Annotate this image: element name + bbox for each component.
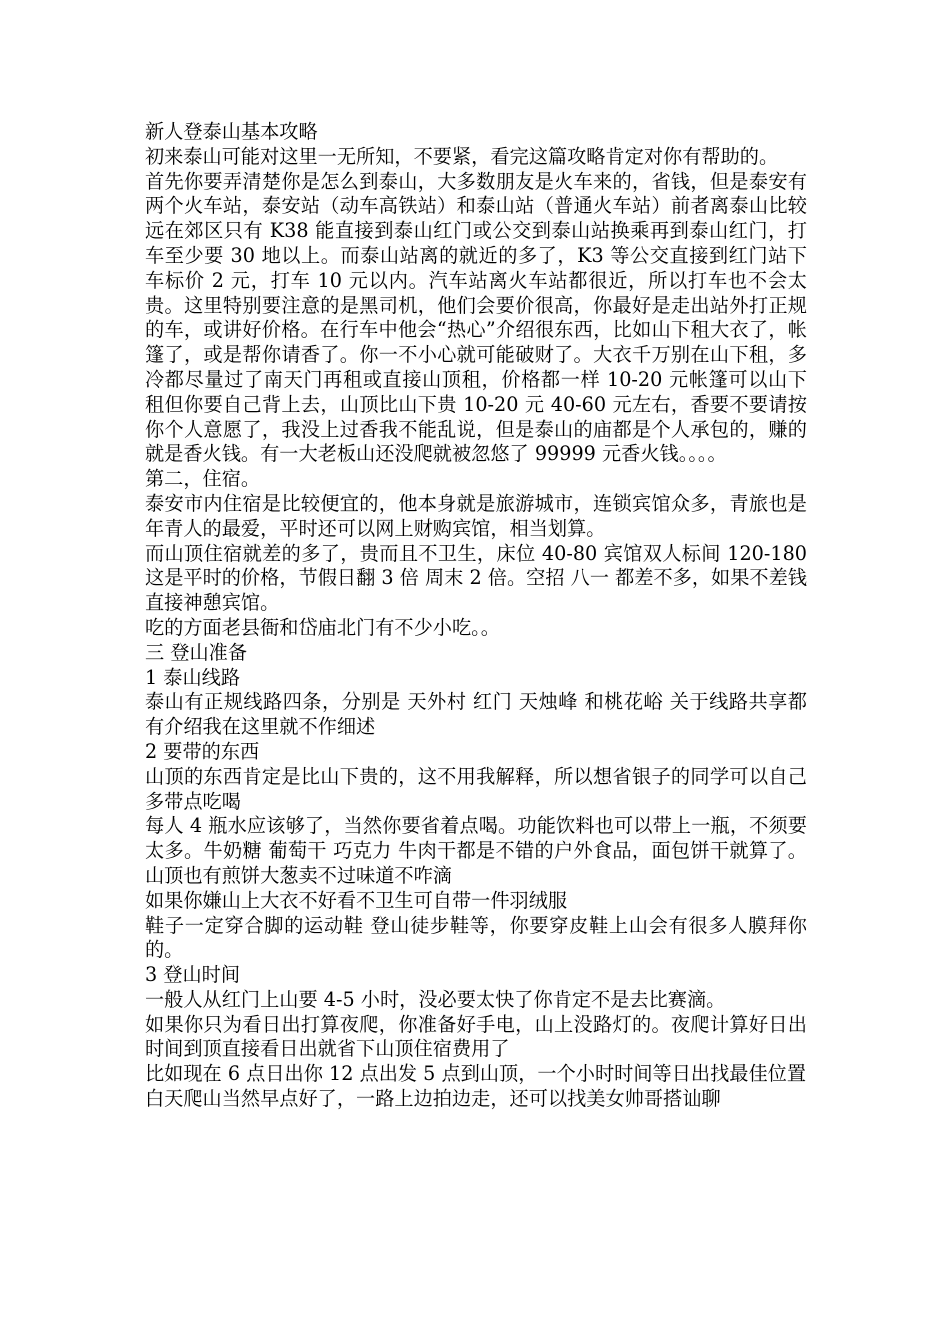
paragraph-summit-lodging: 而山顶住宿就差的多了，贵而且不卫生，床位 40-80 宾馆双人标间 120-180 这是平时的价格，节假日翻 3 倍 周末 2 倍。空招 八一 都差不多，如果不差钱直接神憩宾馆。 bbox=[145, 541, 807, 615]
paragraph-time-day: 白天爬山当然早点好了，一路上边拍边走，还可以找美女帅哥搭讪聊 bbox=[145, 1087, 721, 1111]
heading-preparation: 三 登山准备 bbox=[145, 640, 248, 664]
document-title: 新人登泰山基本攻略 bbox=[145, 120, 318, 143]
heading-lodging: 第二，住宿。 bbox=[145, 467, 261, 491]
paragraph-time-duration: 一般人从红门上山要 4-5 小时，没必要太快了你肯定不是去比赛滴。 bbox=[145, 987, 726, 1011]
paragraph-items-coat: 如果你嫌山上大衣不好看不卫生可自带一件羽绒服 bbox=[145, 888, 568, 912]
paragraph-items-food: 山顶的东西肯定是比山下贵的，这不用我解释，所以想省银子的同学可以自己多带点吃喝 bbox=[145, 764, 807, 813]
paragraph-food: 吃的方面老县衙和岱庙北门有不少小吃。。 bbox=[145, 615, 500, 639]
subheading-routes: 1 泰山线路 bbox=[145, 665, 241, 689]
paragraph-items-shoes: 鞋子一定穿合脚的运动鞋 登山徒步鞋等，你要穿皮鞋上山会有很多人膜拜你的。 bbox=[145, 913, 807, 962]
paragraph-items-water: 每人 4 瓶水应该够了，当然你要省着点喝。功能饮料也可以带上一瓶，不须要太多。牛奶糖 葡萄干 巧克力 牛肉干都是不错的户外食品，面包饼干就算了。山顶也有煎饼大葱卖不过味道不咋滴 bbox=[145, 814, 807, 887]
paragraph-intro: 初来泰山可能对这里一无所知，不要紧，看完这篇攻略肯定对你有帮助的。 bbox=[145, 144, 779, 168]
subheading-items: 2 要带的东西 bbox=[145, 739, 260, 763]
paragraph-transport: 首先你要弄清楚你是怎么到泰山，大多数朋友是火车来的，省钱，但是泰安有两个火车站，泰安站（动车高铁站）和泰山站（普通火车站）前者离泰山比较远在郊区只有 K38 能直接到泰山红门或公交到泰山站换乘再到泰山红门，打车至少要 30 地以上。而泰山站离的就近的多了，K3 等公交直接到红门站下车标价 2 元，打车 10 元以内。汽车站离火车站都很近，所以打车也不会太贵。这里特别要注意的是黑司机，他们会要价很高，你最好是走出站外打正规的车，或讲好价格。在行车中他会“热心”介绍很东西，比如山下租大衣了，帐篷了，或是帮你请香了。你一不小心就可能破财了。大衣千万别在山下租，多冷都尽量过了南天门再租或直接山顶租，价格都一样 10-20 元帐篷可以山下租但你要自己背上去，山顶比山下贵 10-20 元 40-60 元左右，香要不要请按你个人意愿了，我没上过香我不能乱说，但是泰山的庙都是个人承包的，赚的就是香火钱。有一大老板山还没爬就被忽悠了 99999 元香火钱。。。。 bbox=[145, 169, 807, 466]
paragraph-time-night: 如果你只为看日出打算夜爬，你准备好手电，山上没路灯的。夜爬计算好日出时间到顶直接看日出就省下山顶住宿费用了 bbox=[145, 1012, 807, 1061]
document-body bbox=[145, 120, 807, 1112]
subheading-time: 3 登山时间 bbox=[145, 963, 241, 987]
paragraph-routes: 泰山有正规线路四条，分别是 天外村 红门 天烛峰 和桃花峪 关于线路共享都有介绍我在这里就不作细述 bbox=[145, 690, 807, 739]
paragraph-city-lodging: 泰安市内住宿是比较便宜的，他本身就是旅游城市，连锁宾馆众多，青旅也是年青人的最爱，平时还可以网上财购宾馆，相当划算。 bbox=[145, 491, 807, 540]
paragraph-time-example: 比如现在 6 点日出你 12 点出发 5 点到山顶，一个小时时间等日出找最佳位置 bbox=[145, 1062, 807, 1086]
